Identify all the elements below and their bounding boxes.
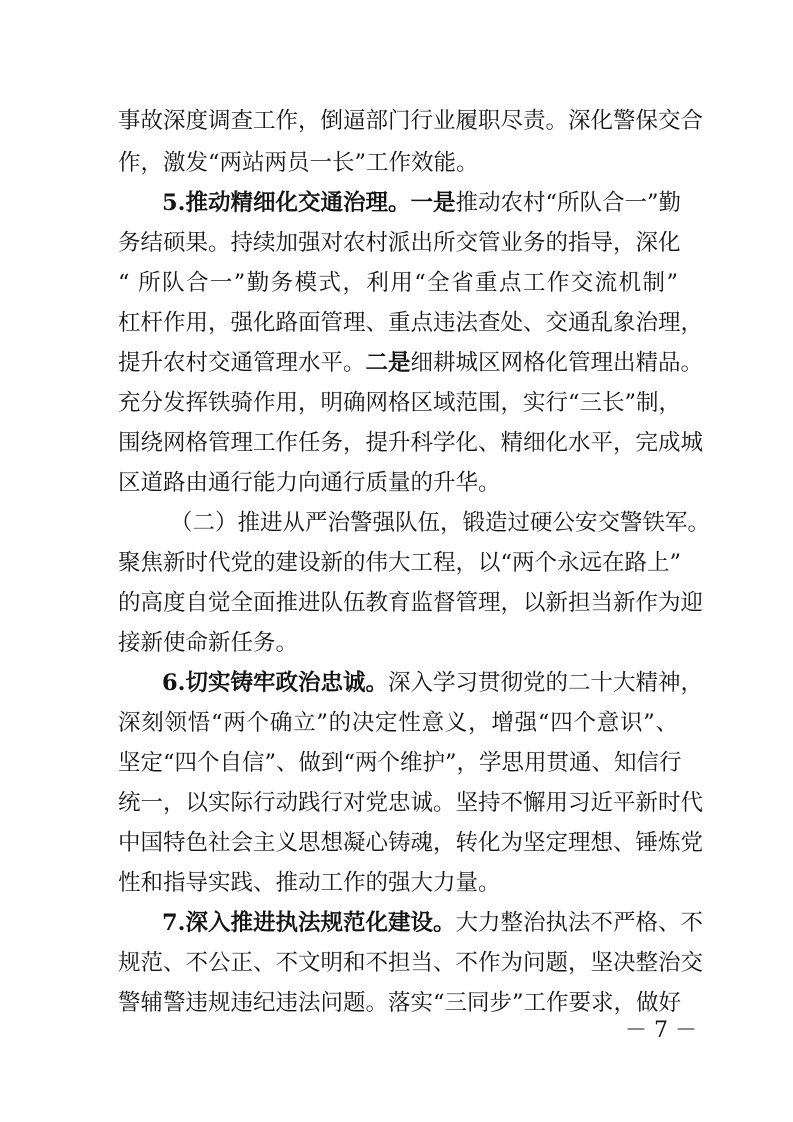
text-segment: 务结硕果。持续加强对农村派出所交管业务的指导，深化 bbox=[118, 230, 681, 256]
bold-heading: 5.推动精细化交通治理。一是 bbox=[162, 190, 456, 216]
page-number: － 7 － bbox=[625, 1018, 697, 1043]
text-segment: “ 所队合一”勤务模式，利用“全省重点工作交流机制” bbox=[118, 270, 678, 296]
text-segment: （二）推进从严治警强队伍，锻造过硬公安交警铁军。 bbox=[170, 510, 711, 536]
text-segment: 聚焦新时代党的建设新的伟大工程，以“两个永远在路上” bbox=[118, 550, 682, 576]
text-segment: 细耕城区网格化管理出精品。 bbox=[410, 350, 704, 376]
text-line bbox=[118, 745, 682, 781]
text-line bbox=[118, 185, 682, 221]
text-line bbox=[118, 225, 681, 261]
text-segment: 作，激发“两站两员一长”工作效能。 bbox=[118, 150, 479, 176]
text-segment: 接新使命新任务。 bbox=[118, 630, 299, 656]
text-line bbox=[118, 705, 678, 741]
text-segment: 事故深度调查工作，倒逼部门行业履职尽责。深化警保交合 bbox=[118, 108, 704, 134]
text-segment: 深入学习贯彻党的二十大精神， bbox=[388, 670, 704, 696]
text-line bbox=[118, 905, 704, 941]
text-line bbox=[118, 145, 678, 181]
text-line bbox=[118, 945, 704, 981]
text-line bbox=[118, 585, 704, 621]
text-line bbox=[118, 865, 678, 901]
text-line bbox=[118, 265, 678, 301]
text-segment: 警辅警违规违纪违法问题。落实“三同步”工作要求，做好 bbox=[118, 990, 682, 1016]
text-segment: 性和指导实践、推动工作的强大力量。 bbox=[118, 870, 501, 896]
text-line bbox=[118, 425, 704, 461]
bold-heading: 6.切实铸牢政治忠诚。 bbox=[162, 670, 388, 696]
bold-heading: 7.深入推进执法规范化建设。 bbox=[162, 910, 456, 936]
text-line bbox=[118, 545, 682, 581]
text-line bbox=[118, 305, 704, 341]
section-heading bbox=[118, 505, 711, 541]
text-segment: 统一，以实际行动践行对党忠诚。坚持不懈用习近平新时代 bbox=[118, 790, 704, 816]
bold-heading: 二是 bbox=[365, 350, 411, 376]
text-segment: 的高度自觉全面推进队伍教育监督管理，以新担当新作为迎 bbox=[118, 590, 704, 616]
text-segment: 杠杆作用，强化路面管理、重点违法查处、交通乱象治理， bbox=[118, 310, 704, 336]
text-line bbox=[118, 665, 704, 701]
text-segment: 充分发挥铁骑作用，明确网格区域范围，实行“三长”制， bbox=[118, 390, 682, 416]
text-segment: 中国特色社会主义思想凝心铸魂，转化为坚定理想、锤炼党 bbox=[118, 830, 704, 856]
text-line bbox=[118, 625, 678, 661]
text-segment: 提升农村交通管理水平。 bbox=[118, 350, 366, 376]
text-segment: 规范、不公正、不文明和不担当、不作为问题，坚决整治交 bbox=[118, 950, 704, 976]
text-segment: 深刻领悟“两个确立”的决定性意义，增强“四个意识”、 bbox=[118, 710, 678, 736]
text-line bbox=[118, 985, 682, 1021]
text-segment: 围绕网格管理工作任务，提升科学化、精细化水平，完成城 bbox=[118, 430, 704, 456]
text-line bbox=[118, 385, 682, 421]
text-segment: 大力整治执法不严格、不 bbox=[455, 910, 704, 936]
text-segment: 区道路由通行能力向通行质量的升华。 bbox=[118, 470, 501, 496]
text-segment: 坚定“四个自信”、做到“两个维护”，学思用贯通、知信行 bbox=[118, 750, 682, 776]
text-segment: 推动农村“所队合一”勤 bbox=[455, 190, 682, 216]
text-line bbox=[118, 825, 704, 861]
text-line bbox=[118, 465, 678, 501]
text-line bbox=[118, 345, 704, 381]
text-line bbox=[118, 785, 704, 821]
text-line bbox=[118, 103, 704, 139]
